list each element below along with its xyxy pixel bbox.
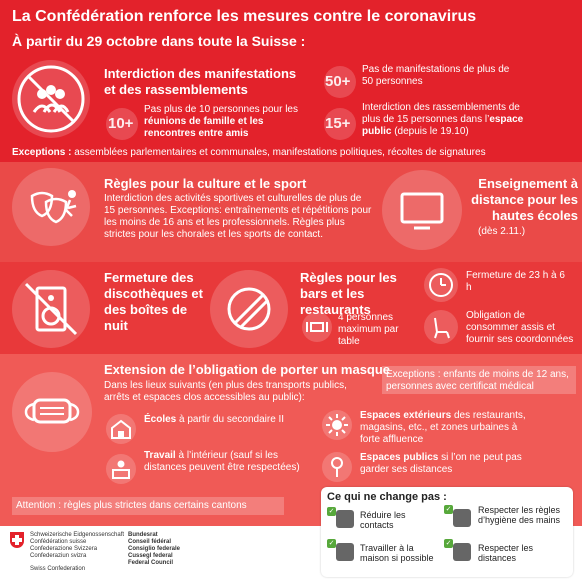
disco-speaker-icon xyxy=(12,270,90,348)
public-space-bold: espace public xyxy=(362,114,524,137)
public-rest: si l’on ne peut pas garder ses distances xyxy=(360,452,522,475)
public-space-post: (depuis le 19.10) xyxy=(391,126,469,137)
seated-rule-text: Obligation de consommer assis et fournir ses coordonnées xyxy=(466,310,574,345)
swiss-confederation-label: Swiss Confederation xyxy=(30,566,86,572)
legend-item-home-office: Travailler à la maison si possible xyxy=(360,543,434,563)
footer-line: Schweizerische Eidgenossenschaft xyxy=(30,532,125,538)
public-space-text xyxy=(362,102,530,138)
footer-line: Confédération suisse xyxy=(30,539,87,545)
mask-exceptions-text: Exceptions : enfants de moins de 12 ans, personnes avec certificat médical xyxy=(386,369,569,392)
legend-item-contacts: Réduire les contacts xyxy=(360,510,406,530)
family-text-pre: Pas plus de 10 personnes pour les xyxy=(144,104,298,115)
culture-text: Interdiction des activités sportives et culturelles de plus de 15 personnes. Exceptions: entraînements et répétitions pour les moins de 16 ans et les professionnels. Règles plus strictes pour les chorales et les sports de contact. xyxy=(104,193,372,240)
check-icon: ✓ xyxy=(328,540,335,547)
chair-icon xyxy=(424,310,458,344)
exceptions-label: Exceptions : xyxy=(12,147,72,158)
persons-per-table-text: 4 personnes maximum par table xyxy=(338,312,399,347)
family-text-bold: réunions de famille et les rencontres entre amis xyxy=(144,116,264,139)
swiss-coat-of-arms-icon xyxy=(10,532,24,548)
closing-hours-text: Fermeture de 23 h à 6 h xyxy=(466,270,565,293)
legend-item-distance: Respecter les distances xyxy=(478,543,534,563)
family-gathering-text xyxy=(144,104,314,140)
footer-line: Bundesrat xyxy=(128,532,158,538)
outdoor-bold: Espaces extérieurs xyxy=(360,410,452,421)
public-space-icon xyxy=(322,452,352,482)
public-space-pre: Interdiction des rassemblements de plus de 15 personnes dans l’ xyxy=(362,102,520,125)
table-icon xyxy=(302,312,332,342)
outdoor-sun-icon xyxy=(322,410,352,440)
remote-learning-date: (dès 2.11.) xyxy=(478,226,526,237)
footer-line: Conseil fédéral xyxy=(128,539,172,545)
footer-line: Federal Council xyxy=(128,560,174,566)
confederation-names xyxy=(30,532,124,560)
schools-text xyxy=(144,414,294,426)
home-office-icon xyxy=(336,543,354,561)
mask-heading: Extension de l’obligation de porter un masque xyxy=(104,362,391,377)
clock-icon xyxy=(424,268,458,302)
mask-intro-text: Dans les lieux suivants (en plus des transports publics, arrêts et espaces clos accessibles au public): xyxy=(104,380,347,403)
public-bold: Espaces publics xyxy=(360,452,439,463)
page-title: La Confédération renforce les mesures contre le coronavirus xyxy=(12,8,477,25)
restaurant-plate-icon xyxy=(210,270,288,348)
footer-line: Confederazione Svizzera xyxy=(30,546,98,552)
disco-heading: Fermeture des discothèques et des boîtes de nuit xyxy=(104,270,203,333)
federal-council-names xyxy=(128,532,180,567)
reduce-contacts-icon xyxy=(336,510,354,528)
ten-plus-label: 10+ xyxy=(108,115,134,132)
fifteen-plus-label: 15+ xyxy=(325,115,351,132)
legend-item-hygiene: Respecter les règles d’hygiène des mains xyxy=(478,505,561,525)
attention-text: Attention : règles plus strictes dans certains cantons xyxy=(16,500,247,511)
culture-sport-icon xyxy=(12,168,90,246)
work-rest: à l’intérieur (sauf si les distances peuvent être respectées) xyxy=(144,450,300,473)
work-text xyxy=(144,450,304,474)
footer-line: Confederaziun svizra xyxy=(30,553,87,559)
outdoor-spaces-text xyxy=(360,410,540,446)
mask-icon xyxy=(12,372,92,452)
footer-line: Consiglio federale xyxy=(128,546,181,552)
gatherings-exceptions xyxy=(12,147,577,159)
culture-heading: Règles pour la culture et le sport xyxy=(104,176,307,191)
exceptions-text: assemblées parlementaires et communales, manifestations politiques, récoltes de signatures xyxy=(71,147,486,158)
page-subtitle: À partir du 29 octobre dans toute la Suisse : xyxy=(12,33,306,49)
work-bold: Travail xyxy=(144,450,176,461)
fifty-plus-label: 50+ xyxy=(325,73,351,90)
unchanged-rules-title: Ce qui ne change pas : xyxy=(327,491,447,503)
hand-hygiene-icon xyxy=(453,509,471,527)
distance-icon xyxy=(453,543,471,561)
events-limit-text: Pas de manifestations de plus de 50 personnes xyxy=(362,64,510,87)
school-icon xyxy=(106,414,136,444)
gatherings-heading: Interdiction des manifestations et des rassemblements xyxy=(104,66,297,97)
schools-bold: Écoles xyxy=(144,414,177,425)
remote-learning-heading: Enseignement à distance pour les hautes écoles xyxy=(471,176,578,223)
footer-line: Cussegl federal xyxy=(128,553,173,559)
bars-heading: Règles pour les bars et les restaurants xyxy=(300,270,397,317)
gathering-icon xyxy=(12,60,90,138)
check-icon: ✓ xyxy=(445,506,452,513)
public-spaces-text xyxy=(360,452,540,476)
work-icon xyxy=(106,454,136,484)
schools-rest: à partir du secondaire II xyxy=(176,414,285,425)
remote-learning-icon xyxy=(382,170,462,250)
unchanged-rules-panel xyxy=(321,487,573,577)
check-icon: ✓ xyxy=(445,540,452,547)
outdoor-rest: des restaurants, magasins, etc., et zones urbaines à forte affluence xyxy=(360,410,526,445)
check-icon: ✓ xyxy=(328,508,335,515)
